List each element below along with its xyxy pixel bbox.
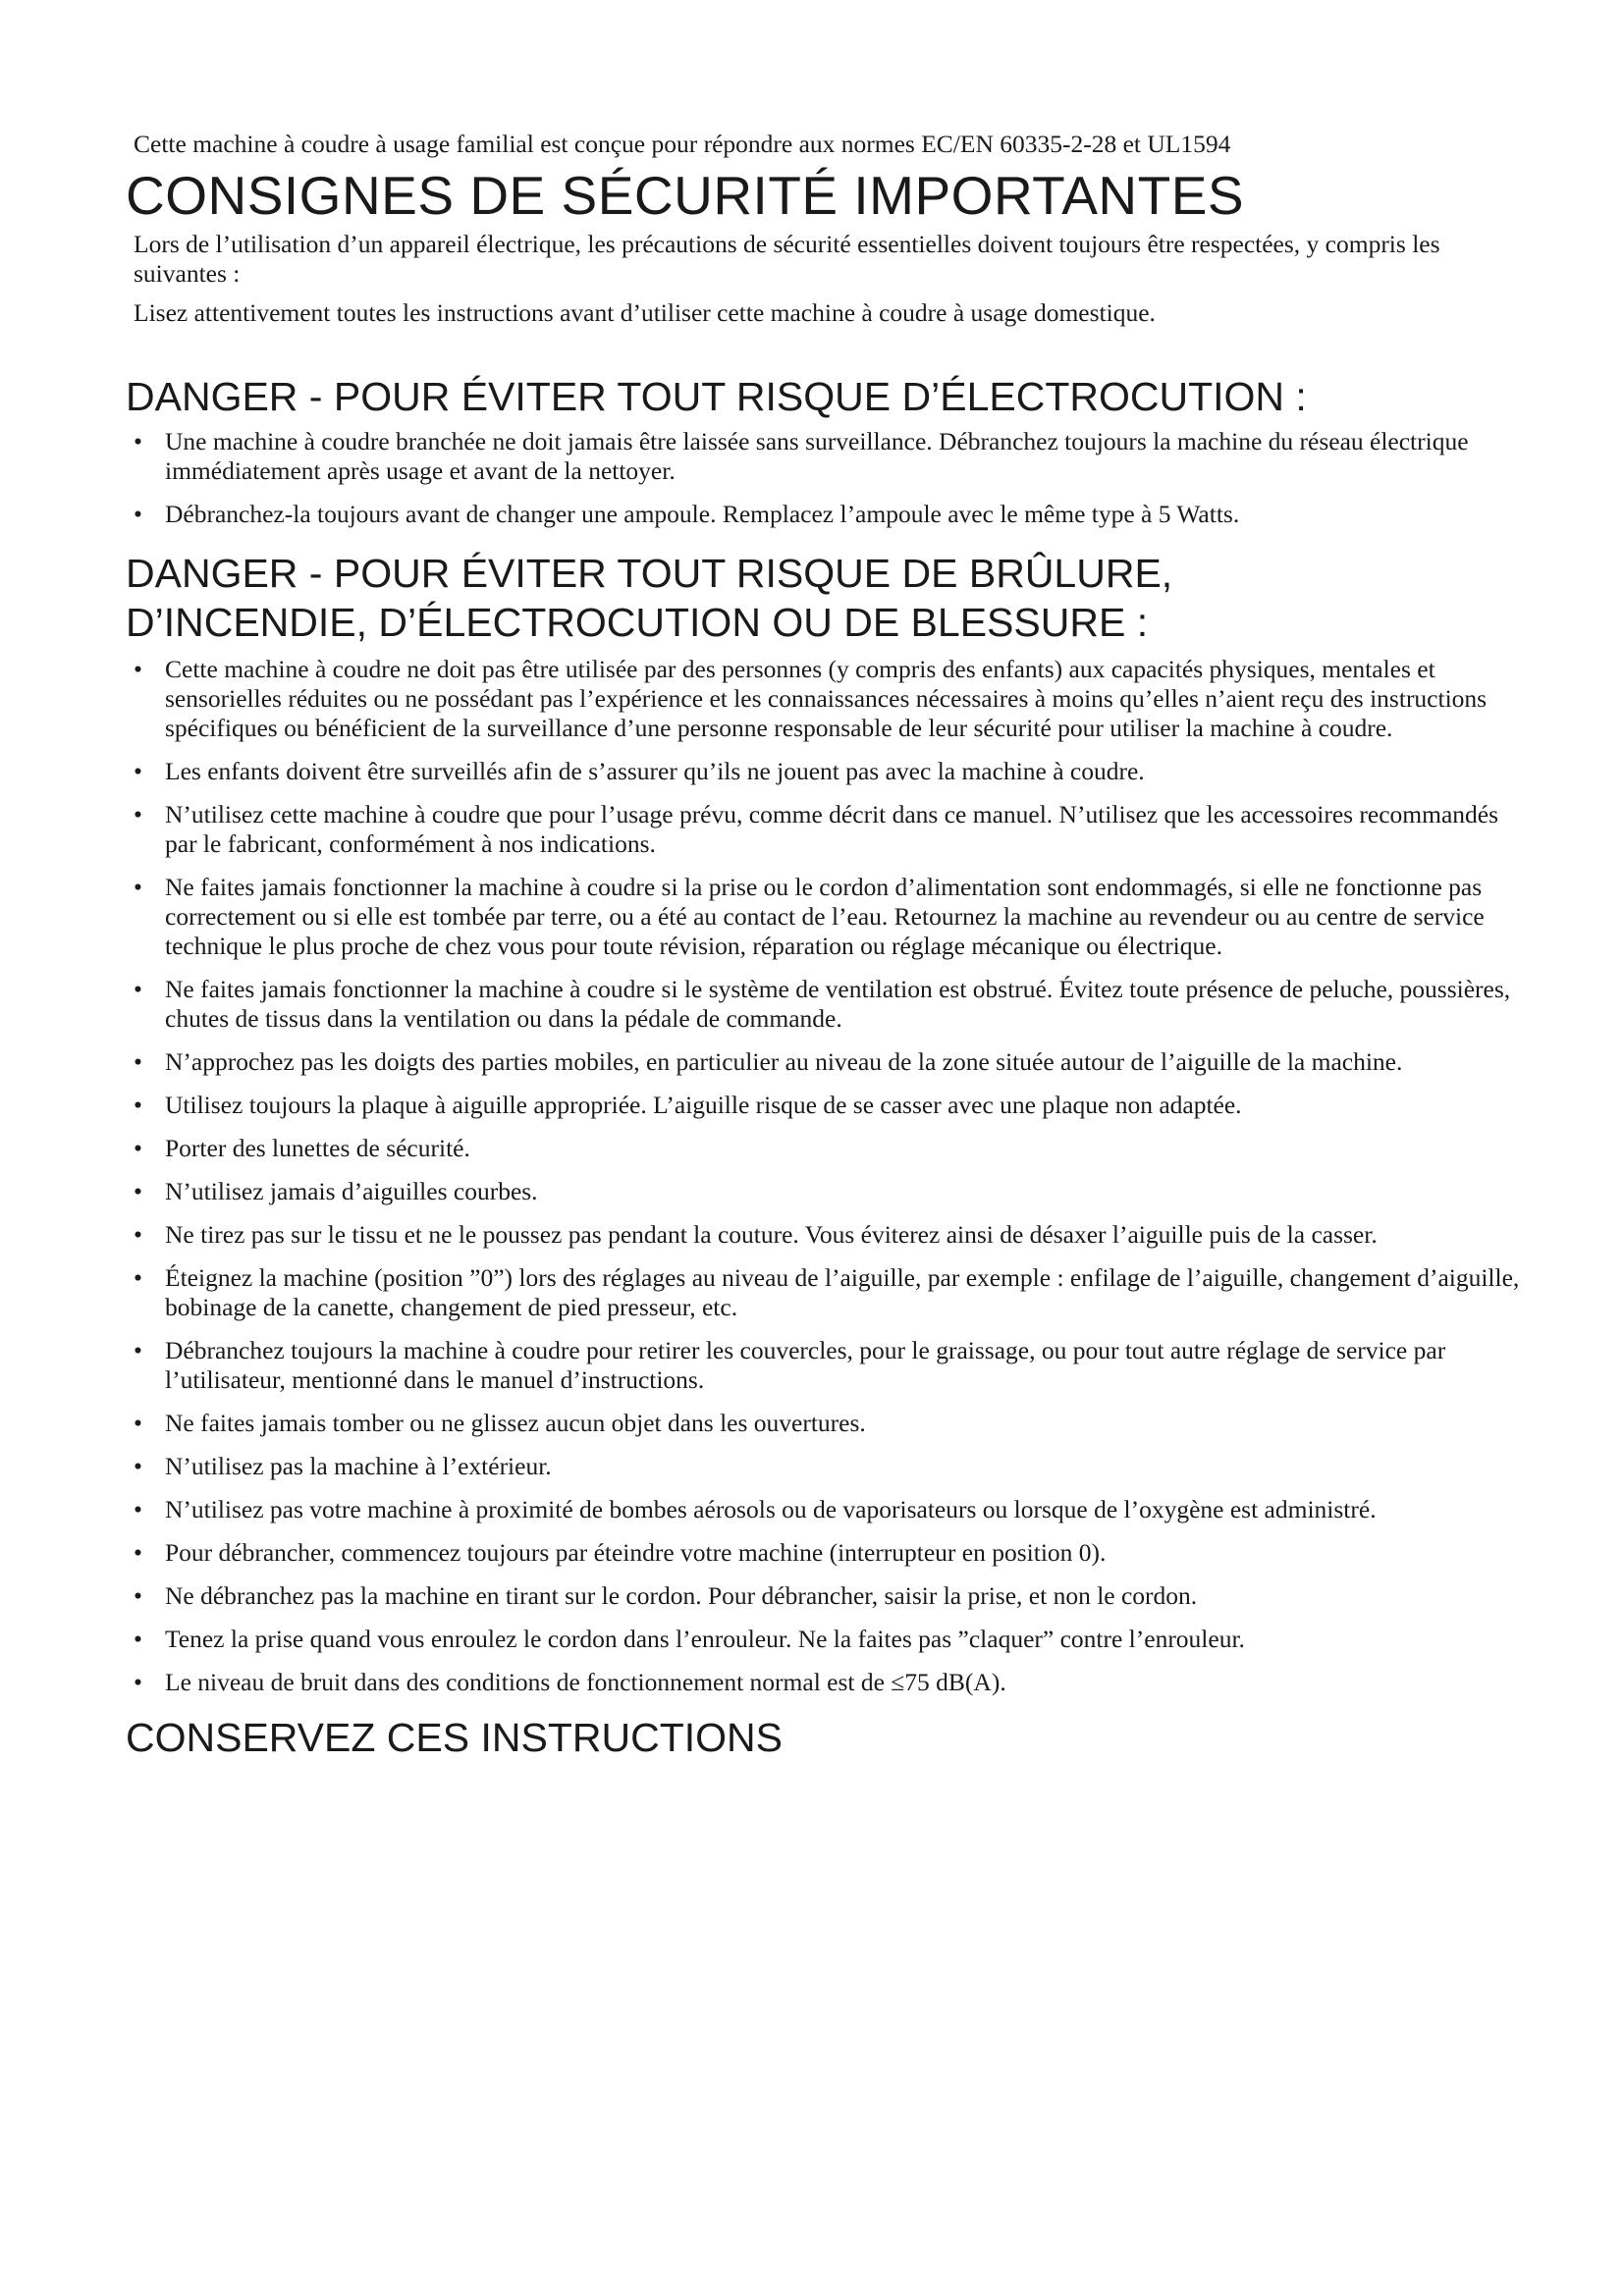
- list-item: • Ne faites jamais fonctionner la machine à coudre si le système de ventilation est obstrué. Évitez toute présence de peluche, poussières, chutes de tissus dans la ventilation ou dans la pédale de commande.: [134, 975, 1511, 1033]
- list-item: • N’utilisez cette machine à coudre que pour l’usage prévu, comme décrit dans ce manuel. N’utilisez que les accessoires recommandés par le fabricant, conformément à nos indications.: [134, 800, 1499, 858]
- list-item: • Porter des lunettes de sécurité.: [134, 1134, 470, 1162]
- bullet-icon: •: [134, 1625, 142, 1653]
- bullet-icon: •: [134, 1220, 142, 1249]
- bullet-icon: •: [134, 1177, 142, 1205]
- list-item: • Une machine à coudre branchée ne doit jamais être laissée sans surveillance. Débranchez toujours la machine du réseau électrique immédiatement après usage et avant de la nettoyer.: [134, 427, 1469, 485]
- list-item: • Les enfants doivent être surveillés afin de s’assurer qu’ils ne jouent pas avec la machine à coudre.: [134, 757, 1145, 785]
- bullet-icon: •: [134, 1452, 142, 1480]
- list-item: • Ne débranchez pas la machine en tirant sur le cordon. Pour débrancher, saisir la prise, et non le cordon.: [134, 1581, 1198, 1610]
- section-heading-line-2: D’INCENDIE, D’ÉLECTROCUTION OU DE BLESSURE :: [126, 600, 1149, 645]
- list-item: • Tenez la prise quand vous enroulez le cordon dans l’enrouleur. Ne la faites pas ”claquer” contre l’enrouleur.: [134, 1625, 1245, 1653]
- list-item: • Ne tirez pas sur le tissu et ne le poussez pas pendant la couture. Vous éviterez ainsi de désaxer l’aiguille puis de la casser.: [134, 1220, 1378, 1249]
- list-item: • N’utilisez pas votre machine à proximité de bombes aérosols ou de vaporisateurs ou lorsque de l’oxygène est administré.: [134, 1495, 1377, 1523]
- bullet-icon: •: [134, 1495, 142, 1523]
- bullet-icon: •: [134, 1263, 142, 1292]
- list-item: • Débranchez-la toujours avant de changer une ampoule. Remplacez l’ampoule avec le même type à 5 Watts.: [134, 500, 1240, 528]
- bullet-icon: •: [134, 427, 142, 455]
- list-item: • Le niveau de bruit dans des conditions de fonctionnement normal est de ≤75 dB(A).: [134, 1668, 1006, 1696]
- section-heading-burn-fire: [126, 549, 1520, 647]
- bullet-icon: •: [134, 1581, 142, 1610]
- bullet-icon: •: [134, 1409, 142, 1437]
- list-item: • N’approchez pas les doigts des parties mobiles, en particulier au niveau de la zone située autour de l’aiguille de la machine.: [134, 1047, 1403, 1076]
- bullet-icon: •: [134, 873, 142, 901]
- list-item: • Cette machine à coudre ne doit pas être utilisée par des personnes (y compris des enfants) aux capacités physiques, mentales et sensorielles réduites ou ne possédant pas l’expérience et les connaissances nécessaires à moins qu’elles n’aient reçu des instructions spécifiques ou bénéficient de la surveillance d’une personne responsable de leur sécurité pour utiliser la machine à coudre.: [134, 655, 1488, 742]
- burn-fire-list: [126, 655, 1520, 1697]
- bullet-icon: •: [134, 1336, 142, 1364]
- document-page: [126, 128, 1520, 1762]
- bullet-icon: •: [134, 1538, 142, 1567]
- list-item: • Éteignez la machine (position ”0”) lors des réglages au niveau de l’aiguille, par exemple : enfilage de l’aiguille, changement d’aiguille, bobinage de la canette, changement de pied presseur, etc.: [134, 1263, 1520, 1321]
- section-heading-line-1: DANGER - POUR ÉVITER TOUT RISQUE DE BRÛLURE,: [126, 551, 1173, 596]
- bullet-icon: •: [134, 800, 142, 828]
- list-item: • Débranchez toujours la machine à coudre pour retirer les couvercles, pour le graissage, ou pour tout autre réglage de service par l’utilisateur, mentionné dans le manuel d’instructions.: [134, 1336, 1446, 1394]
- bullet-icon: •: [134, 1091, 142, 1119]
- bullet-icon: •: [134, 1134, 142, 1162]
- list-item: • Pour débrancher, commencez toujours par éteindre votre machine (interrupteur en position 0).: [134, 1538, 1107, 1567]
- bullet-icon: •: [134, 500, 142, 528]
- bullet-icon: •: [134, 655, 142, 683]
- bullet-icon: •: [134, 1668, 142, 1696]
- standards-note: Cette machine à coudre à usage familial est conçue pour répondre aux normes EC/EN 60335-2-28 et UL1594: [134, 130, 1231, 158]
- save-instructions-heading: CONSERVEZ CES INSTRUCTIONS: [126, 1715, 783, 1760]
- bullet-icon: •: [134, 975, 142, 1003]
- list-item: • Ne faites jamais fonctionner la machine à coudre si la prise ou le cordon d’alimentation sont endommagés, si elle ne fonctionne pas correctement ou si elle est tombée par terre, ou a été au contact de l’eau. Retournez la machine au revendeur ou au centre de service technique le plus proche de chez vous pour toute révision, réparation ou réglage mécanique ou électrique.: [134, 873, 1485, 960]
- section-heading-electrocution: DANGER - POUR ÉVITER TOUT RISQUE D’ÉLECTROCUTION :: [126, 374, 1307, 419]
- page-title: CONSIGNES DE SÉCURITÉ IMPORTANTES: [126, 165, 1245, 226]
- list-item: • N’utilisez pas la machine à l’extérieur.: [134, 1452, 552, 1480]
- intro-paragraph-1: Lors de l’utilisation d’un appareil électrique, les précautions de sécurité essentielles doivent toujours être respectées, y compris les suivantes :: [134, 230, 1440, 288]
- electrocution-list: [126, 427, 1520, 529]
- list-item: • Utilisez toujours la plaque à aiguille appropriée. L’aiguille risque de se casser avec une plaque non adaptée.: [134, 1091, 1242, 1119]
- bullet-icon: •: [134, 757, 142, 785]
- bullet-icon: •: [134, 1047, 142, 1076]
- list-item: • N’utilisez jamais d’aiguilles courbes.: [134, 1177, 538, 1205]
- list-item: • Ne faites jamais tomber ou ne glissez aucun objet dans les ouvertures.: [134, 1409, 866, 1437]
- intro-paragraph-2: Lisez attentivement toutes les instructions avant d’utiliser cette machine à coudre à usage domestique.: [134, 298, 1156, 327]
